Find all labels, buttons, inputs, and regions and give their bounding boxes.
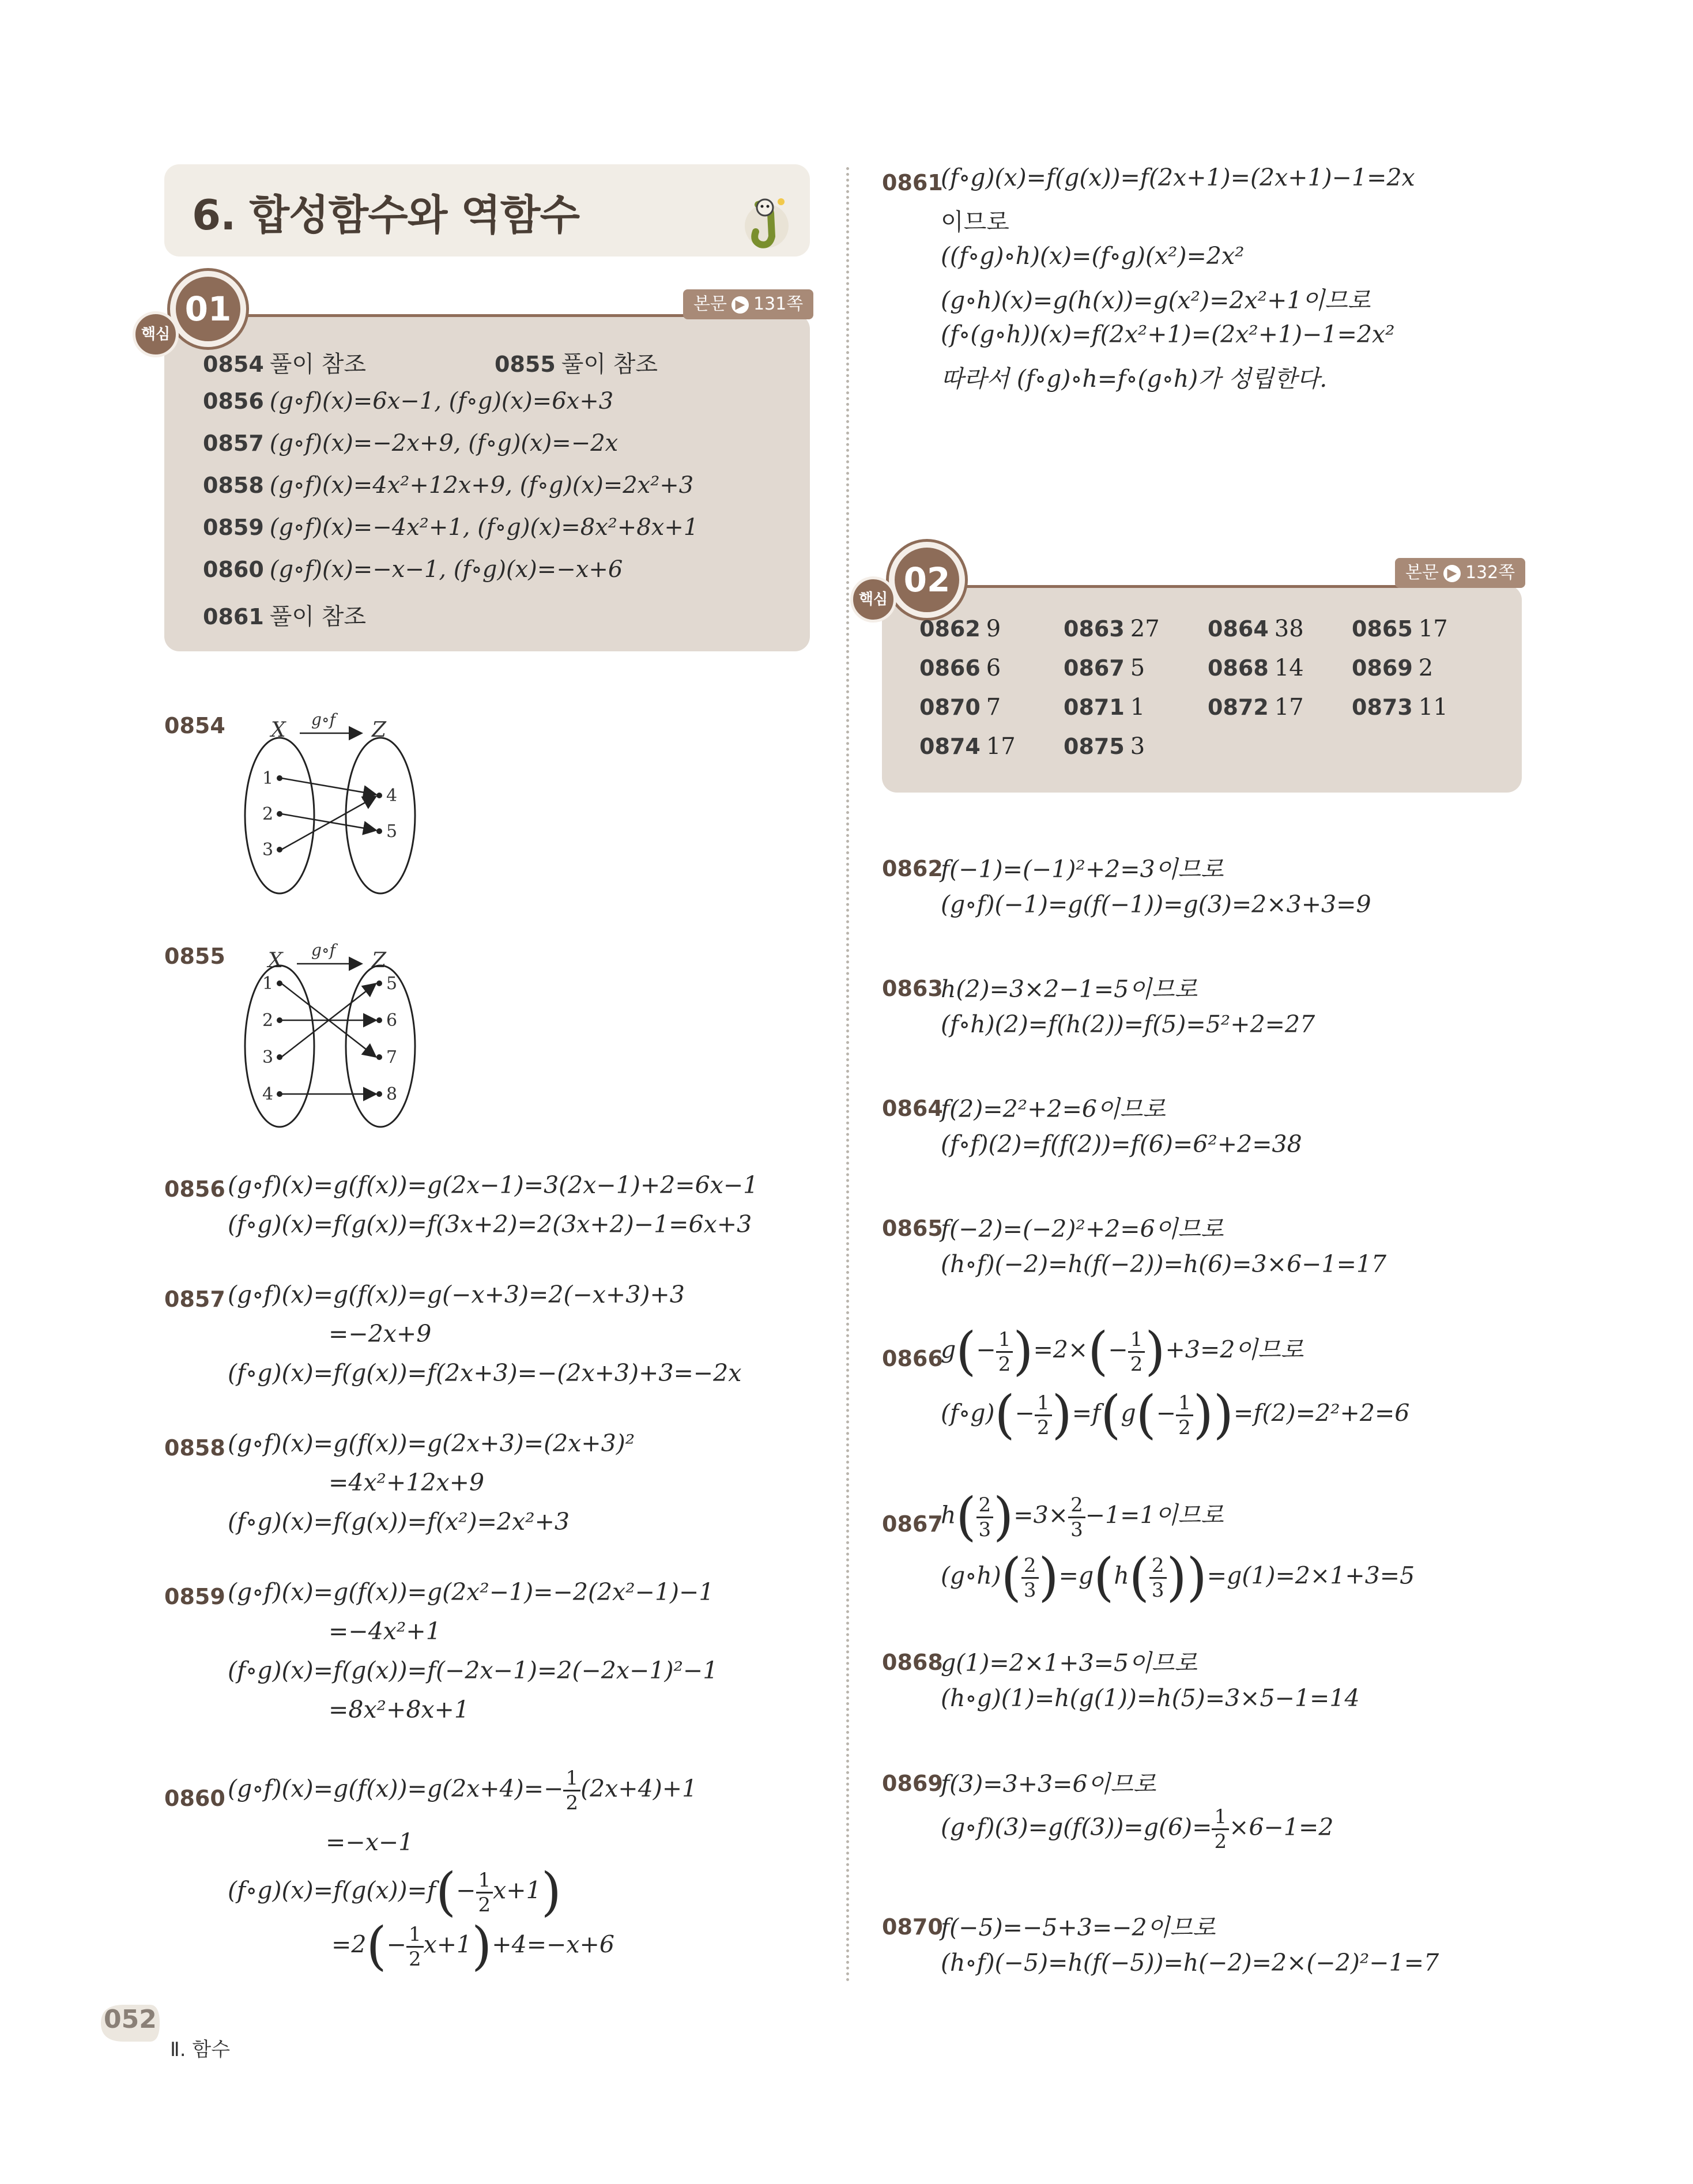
answer-item: 0865 17	[1352, 616, 1448, 642]
ref-page: 132쪽	[1465, 563, 1515, 583]
solution-line: =8x²+8x+1	[329, 1696, 469, 1723]
item-text: 풀이 참조	[269, 351, 367, 378]
problem-number-0858: 0858	[164, 1435, 225, 1461]
answer-item: 0863 27	[1064, 616, 1160, 642]
solution-line: (f∘(g∘h))(x)=f(2x²+1)=(2x²+1)−1=2x²	[941, 320, 1395, 348]
solution-line: g(1)=2×1+3=5이므로	[941, 1649, 1197, 1677]
section-title: Ⅱ. 함수	[170, 2038, 231, 2061]
problem-number-0859: 0859	[164, 1584, 225, 1609]
problem-number-0860: 0860	[164, 1786, 225, 1811]
item-number: 0855	[495, 352, 556, 377]
summary-line-0859	[203, 514, 698, 541]
summary-line-0855	[495, 346, 658, 379]
svg-text:1: 1	[262, 974, 274, 994]
problem-number-0856: 0856	[164, 1176, 225, 1202]
svg-text:8: 8	[386, 1084, 398, 1104]
item-number: 0860	[203, 557, 264, 582]
item-number: 0861	[203, 604, 264, 629]
page-reference-02	[1395, 558, 1525, 588]
problem-number-0864: 0864	[882, 1096, 943, 1121]
solution-line: (f∘g)(x)=f(g(x))=f(2x+1)=(2x+1)−1=2x	[941, 164, 1415, 191]
svg-text:1: 1	[262, 768, 274, 789]
answer-item: 0864 38	[1208, 616, 1304, 642]
item-number: 0858	[203, 473, 264, 498]
solution-line: (g∘h)(x)=g(h(x))=g(x²)=2x²+1이므로	[941, 286, 1371, 314]
solution-line: (f∘g)(x)=f(g(x))=f(− $\frac{1}{2}$ x+1)	[228, 1862, 561, 1922]
item-text: 풀이 참조	[269, 603, 367, 630]
problem-number-0862: 0862	[882, 856, 943, 881]
solution-line: =−4x²+1	[329, 1617, 441, 1645]
solution-line: f(3)=3+3=6이므로	[941, 1770, 1156, 1798]
solution-line: 따라서 (f∘g)∘h=f∘(g∘h)가 성립한다.	[941, 365, 1328, 393]
summary-line-0861	[203, 598, 366, 631]
solution-line: (f∘h)(2)=f(h(2))=f(5)=5²+2=27	[941, 1010, 1315, 1038]
mapping-diagram-0855	[231, 940, 427, 1136]
set-x-label: X	[271, 718, 286, 742]
solution-line: (g∘f)(x)=g(f(x))=g(2x−1)=3(2x−1)+2=6x−1	[228, 1171, 759, 1199]
answer-item: 0871 1	[1064, 694, 1145, 721]
svg-text:3: 3	[262, 1047, 274, 1068]
solution-line: (h∘g)(1)=h(g(1))=h(5)=3×5−1=14	[941, 1684, 1360, 1712]
page-number: 052	[104, 2005, 157, 2034]
solution-line: f(−1)=(−1)²+2=3이므로	[941, 855, 1224, 883]
solution-line: (g∘f)(x)=g(f(x))=g(2x²−1)=−2(2x²−1)−1	[228, 1578, 714, 1606]
solution-line: (g∘f)(x)=g(f(x))=g(−x+3)=2(−x+3)+3	[228, 1281, 685, 1308]
svg-text:6: 6	[386, 1010, 398, 1031]
solution-line: f(2)=2²+2=6이므로	[941, 1095, 1166, 1123]
badge-02: 02	[889, 542, 965, 618]
solution-line: f(−5)=−5+3=−2이므로	[941, 1914, 1216, 1941]
problem-number-0869: 0869	[882, 1771, 943, 1796]
badge-01: 01	[170, 271, 246, 347]
problem-number-0865: 0865	[882, 1216, 943, 1241]
item-text: 풀이 참조	[561, 351, 658, 378]
item-text: (g∘f)(x)=4x²+12x+9, (f∘g)(x)=2x²+3	[269, 472, 694, 499]
solution-line: (f∘g)(x)=f(g(x))=f(x²)=2x²+3	[228, 1508, 570, 1536]
svg-text:3: 3	[262, 840, 274, 860]
problem-number-0861: 0861	[882, 170, 943, 195]
solution-line: (h∘f)(−2)=h(f(−2))=h(6)=3×6−1=17	[941, 1250, 1387, 1278]
answer-item: 0873 11	[1352, 694, 1448, 721]
arrow-right-icon: ▶	[1443, 565, 1461, 582]
ref-label: 본문	[1405, 563, 1439, 583]
core-badge-01: 핵심	[133, 311, 179, 357]
item-text: (g∘f)(x)=6x−1, (f∘g)(x)=6x+3	[269, 388, 614, 414]
fraction-half: $\frac{1}{2}$	[563, 1768, 580, 1813]
item-number: 0854	[203, 352, 264, 377]
item-number: 0859	[203, 515, 264, 540]
answer-item: 0872 17	[1208, 694, 1304, 721]
svg-text:4: 4	[262, 1084, 274, 1104]
problem-number-0863: 0863	[882, 976, 943, 1001]
svg-text:2: 2	[262, 804, 274, 824]
item-text: (g∘f)(x)=−2x+9, (f∘g)(x)=−2x	[269, 430, 619, 457]
ref-page: 131쪽	[753, 294, 804, 314]
solution-line: =−2x+9	[329, 1320, 432, 1348]
summary-line-0856	[203, 388, 613, 414]
solution-line: =2(− $\frac{1}{2}$ x+1)+4=−x+6	[331, 1916, 614, 1976]
solution-line: g(− $\frac{1}{2}$ )=2×(− $\frac{1}{2}$ )+3=2이므로	[941, 1321, 1304, 1382]
answer-item: 0875 3	[1064, 733, 1145, 760]
solution-line: h( $\frac{2}{3}$ )=3× $\frac{2}{3}$ −1=1이므로	[941, 1487, 1224, 1547]
summary-line-0854	[203, 346, 366, 379]
item-text: (g∘f)(x)=−4x²+1, (f∘g)(x)=8x²+8x+1	[269, 514, 699, 541]
map-label: g∘f	[311, 710, 336, 729]
solution-line: (g∘f)(3)=g(f(3))=g(6)= $\frac{1}{2}$ ×6−1=2	[941, 1805, 1334, 1853]
solution-line: h(2)=3×2−1=5이므로	[941, 975, 1198, 1003]
problem-number-0866: 0866	[882, 1346, 943, 1371]
chapter-title: 6. 합성함수와 역함수	[192, 191, 579, 239]
summary-line-0857	[203, 430, 618, 457]
solution-line: (g∘f)(x)=g(f(x))=g(2x+4)=− $\frac{1}{2}$ (2x+4)+1	[228, 1767, 697, 1815]
set-x-label: X	[268, 949, 283, 972]
answer-item: 0867 5	[1064, 655, 1145, 681]
saxophone-mascot-icon	[735, 190, 798, 254]
answer-item: 0869 2	[1352, 655, 1434, 681]
ref-label: 본문	[693, 294, 727, 314]
svg-text:5: 5	[386, 821, 398, 842]
solution-line: (f∘g)(− $\frac{1}{2}$ )=f(g(− $\frac{1}{2}$ ))=f(2)=2²+2=6	[941, 1385, 1410, 1445]
problem-number-0868: 0868	[882, 1650, 943, 1675]
column-divider	[846, 167, 849, 1983]
svg-text:2: 2	[262, 1010, 274, 1031]
answer-item: 0874 17	[919, 733, 1016, 760]
solution-line: (h∘f)(−5)=h(f(−5))=h(−2)=2×(−2)²−1=7	[941, 1949, 1439, 1976]
solution-line: (f∘g)(x)=f(g(x))=f(3x+2)=2(3x+2)−1=6x+3	[228, 1210, 752, 1238]
page-reference-01	[683, 289, 813, 319]
solution-line: =−x−1	[326, 1828, 414, 1856]
mapping-diagram-0854	[231, 709, 427, 899]
summary-line-0860	[203, 556, 623, 583]
problem-number-0857: 0857	[164, 1287, 225, 1312]
problem-number-0854: 0854	[164, 713, 225, 738]
solution-line: =4x²+12x+9	[329, 1469, 485, 1496]
solution-line: (g∘h)( $\frac{2}{3}$ )=g(h( $\frac{2}{3}$ ))=g(1)=2×1+3=5	[941, 1547, 1415, 1608]
answer-item: 0868 14	[1208, 655, 1304, 681]
answer-item: 0870 7	[919, 694, 1001, 721]
set-z-label: Z	[372, 718, 387, 742]
solution-line: 이므로	[941, 208, 1009, 236]
item-text: (g∘f)(x)=−x−1, (f∘g)(x)=−x+6	[269, 556, 623, 583]
svg-text:7: 7	[386, 1047, 398, 1068]
item-number: 0856	[203, 388, 264, 414]
solution-line: (g∘f)(−1)=g(f(−1))=g(3)=2×3+3=9	[941, 891, 1371, 918]
answer-item: 0862 9	[919, 616, 1001, 642]
arrow-right-icon: ▶	[732, 296, 749, 314]
problem-number-0870: 0870	[882, 1914, 943, 1940]
item-number: 0857	[203, 431, 264, 456]
set-z-label: Z	[372, 949, 387, 972]
solution-line: ((f∘g)∘h)(x)=(f∘g)(x²)=2x²	[941, 242, 1245, 270]
svg-text:5: 5	[386, 974, 398, 994]
solution-line: (f∘f)(2)=f(f(2))=f(6)=6²+2=38	[941, 1130, 1302, 1158]
problem-number-0855: 0855	[164, 944, 225, 969]
solution-line: f(−2)=(−2)²+2=6이므로	[941, 1215, 1224, 1243]
answer-item: 0866 6	[919, 655, 1001, 681]
chapter-header	[164, 164, 810, 257]
solution-line: (f∘g)(x)=f(g(x))=f(2x+3)=−(2x+3)+3=−2x	[228, 1359, 742, 1387]
svg-text:4: 4	[386, 786, 398, 806]
solution-line: (g∘f)(x)=g(f(x))=g(2x+3)=(2x+3)²	[228, 1429, 635, 1457]
problem-number-0867: 0867	[882, 1511, 943, 1537]
answer-grid	[919, 616, 1496, 760]
solution-line: (f∘g)(x)=f(g(x))=f(−2x−1)=2(−2x−1)²−1	[228, 1657, 718, 1684]
summary-line-0858	[203, 472, 693, 499]
map-label: g∘f	[311, 941, 336, 960]
core-badge-02: 핵심	[850, 576, 896, 623]
